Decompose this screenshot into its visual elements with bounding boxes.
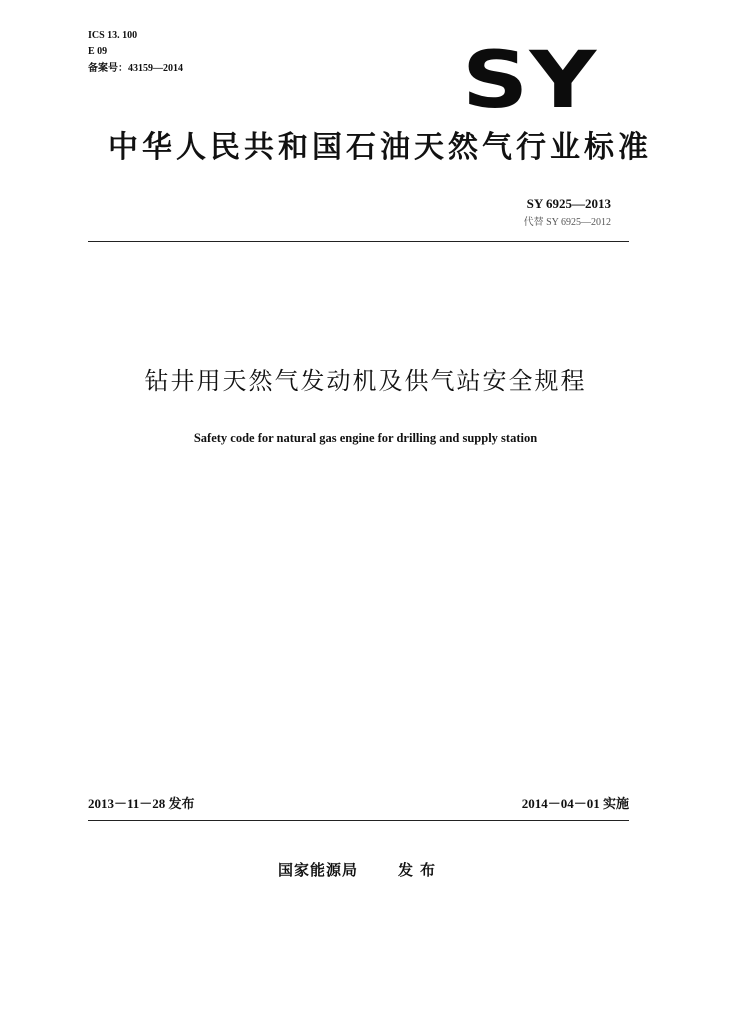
record-number: 备案号：43159—2014	[88, 63, 183, 74]
implementation-date: 2014－04－01 实施	[521, 796, 629, 811]
standard-code: SY 6925—2013	[526, 196, 611, 211]
ics-code: ICS 13. 100	[88, 30, 138, 41]
classification-code: E 09	[88, 46, 108, 57]
document-title: 钻井用天然气发动机及供气站安全规程	[144, 367, 587, 395]
sy-logo: SY	[462, 36, 598, 126]
bottom-divider	[88, 820, 629, 821]
replaces-standard: 代替 SY 6925—2012	[523, 217, 611, 228]
publish-label: 发布	[398, 861, 443, 879]
document-title-english: Safety code for natural gas engine for drilling and supply station	[193, 431, 538, 445]
standard-category-title: 中华人民共和国石油天然气行业标准	[108, 130, 652, 165]
top-divider	[88, 241, 629, 242]
publisher-name: 国家能源局	[278, 861, 359, 879]
issue-date: 2013－11－28 发布	[88, 796, 195, 811]
